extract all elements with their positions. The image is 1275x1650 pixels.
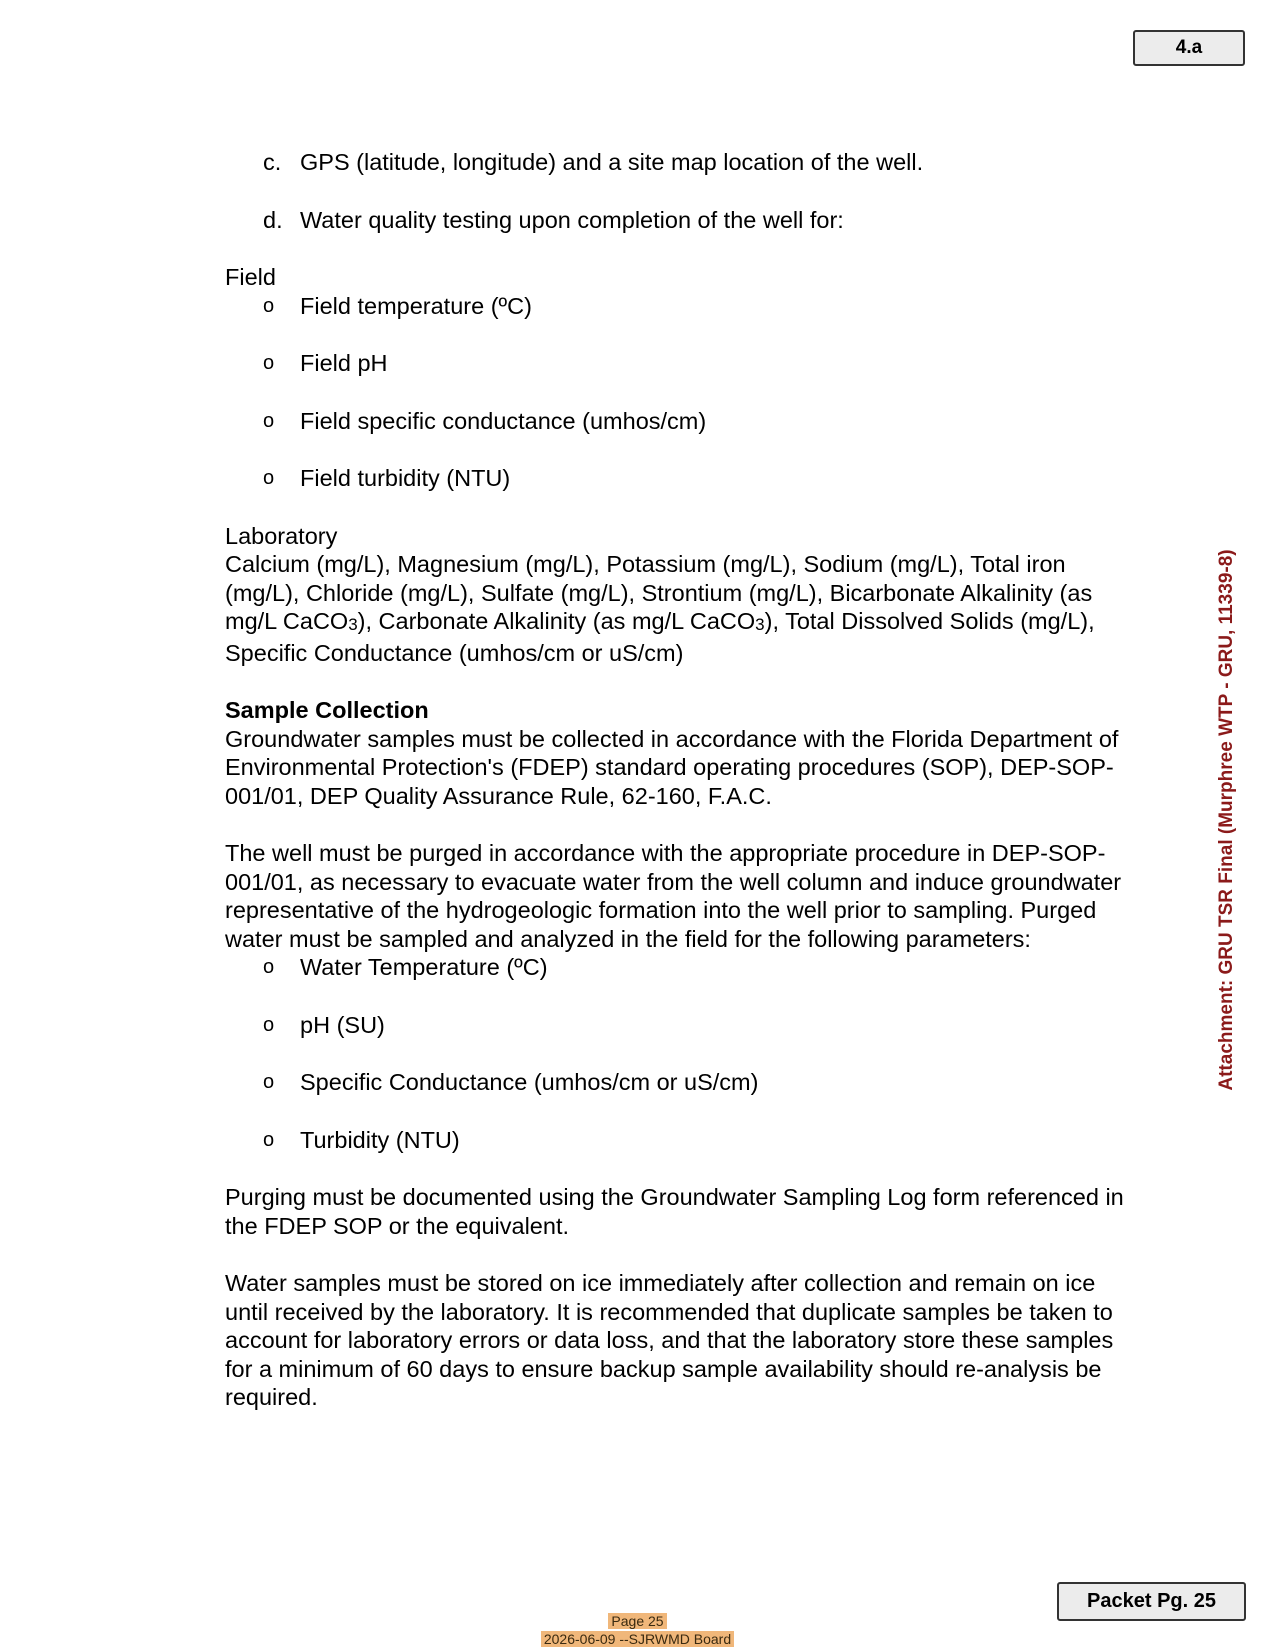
- footer-meeting-label: 2026-06-09 --SJRWMD Board: [541, 1631, 734, 1647]
- bullet-marker: o: [263, 1013, 275, 1036]
- sample-collection-paragraph: Groundwater samples must be collected in accordance with the Florida Department of Environmental Protection's (FDEP) standard operating procedures (SOP), DEP-SOP-001/01, DEP Quality Assurance Rule, 62-160, F.A.C.: [225, 725, 1119, 809]
- bullet-marker: o: [263, 352, 275, 374]
- bullet-marker: o: [263, 1128, 275, 1151]
- list-item-text: GPS (latitude, longitude) and a site map location of the well.: [300, 149, 924, 175]
- list-marker: c.: [263, 149, 282, 175]
- list-marker: d.: [263, 206, 283, 233]
- lab-text-part1: Calcium (mg/L), Magnesium (mg/L), Potassium (mg/L), Sodium (mg/L), Total iron (mg/L), Chloride (mg/L), Sulfate (mg/L), Strontium (mg/L), Bicarbonate Alkalinity (as mg/L CaCO: [225, 551, 1093, 634]
- field-item-text: Field temperature (ºC): [300, 292, 532, 319]
- bullet-marker: o: [263, 409, 275, 432]
- page-section-tag: 4.a: [1133, 30, 1245, 66]
- purge-procedure-paragraph: The well must be purged in accordance with the appropriate procedure in DEP-SOP-001/01, as necessary to evacuate water from the well column and induce groundwater representative of the hydrogeologic formation into the well prior to sampling. Purged water must be sampled and analyzed in the field for the following parameters:: [225, 840, 1122, 952]
- sample-collection-heading: Sample Collection: [225, 697, 429, 723]
- parameter-item: [263, 1126, 1135, 1155]
- field-item-text: Field pH: [300, 350, 388, 376]
- footer-page-stamp: [0, 1613, 1275, 1630]
- parameter-item-text: Water Temperature (ºC): [300, 954, 548, 980]
- sample-storage-paragraph: Water samples must be stored on ice immediately after collection and remain on ice until received by the laboratory. It is recommended that duplicate samples be taken to account for laboratory errors or data loss, and that the laboratory store these samples for a minimum of 60 days to ensure backup sample availability should re-analysis be required.: [225, 1270, 1114, 1410]
- parameter-item: [263, 953, 1135, 982]
- footer-page-number: Page 25: [608, 1613, 666, 1629]
- field-item: [263, 349, 1135, 378]
- parameter-item-text: Turbidity (NTU): [300, 1126, 460, 1153]
- parameter-item-text: pH (SU): [300, 1011, 385, 1038]
- field-heading: Field: [225, 264, 276, 290]
- field-item-text: Field specific conductance (umhos/cm): [300, 407, 707, 434]
- lab-subscript: 3: [348, 615, 358, 634]
- lab-text-part2: ), Carbonate Alkalinity (as mg/L CaCO: [357, 608, 756, 634]
- purging-documentation-paragraph: Purging must be documented using the Groundwater Sampling Log form referenced in the FDEP SOP or the equivalent.: [225, 1184, 1124, 1239]
- field-item: [263, 464, 1135, 493]
- bullet-marker: o: [263, 956, 275, 978]
- document-body: [225, 148, 1135, 1412]
- lab-text-part3: ), Total Dissolved Solids (mg/L), Specific Conductance (umhos/cm or uS/cm): [225, 608, 1095, 666]
- lab-subscript: 3: [755, 615, 765, 634]
- laboratory-heading: Laboratory: [225, 522, 338, 549]
- packet-page-tag: Packet Pg. 25: [1057, 1582, 1246, 1621]
- field-item: [263, 292, 1135, 321]
- field-item-text: Field turbidity (NTU): [300, 465, 511, 491]
- bullet-marker: o: [263, 294, 275, 317]
- list-item-c: [263, 148, 1135, 177]
- field-item: [263, 407, 1135, 436]
- list-item-text: Water quality testing upon completion of the well for:: [300, 206, 844, 233]
- parameter-item: [263, 1068, 1135, 1097]
- list-item-d: [263, 206, 1135, 235]
- bullet-marker: o: [263, 467, 275, 489]
- bullet-marker: o: [263, 1071, 275, 1093]
- parameter-item-text: Specific Conductance (umhos/cm or uS/cm): [300, 1069, 759, 1095]
- laboratory-parameters: [225, 550, 1135, 667]
- parameter-item: [263, 1011, 1135, 1040]
- footer-meeting-stamp: [0, 1631, 1275, 1648]
- attachment-side-label: Attachment: GRU TSR Final (Murphree WTP - GRU, 11339-8): [1216, 549, 1237, 1091]
